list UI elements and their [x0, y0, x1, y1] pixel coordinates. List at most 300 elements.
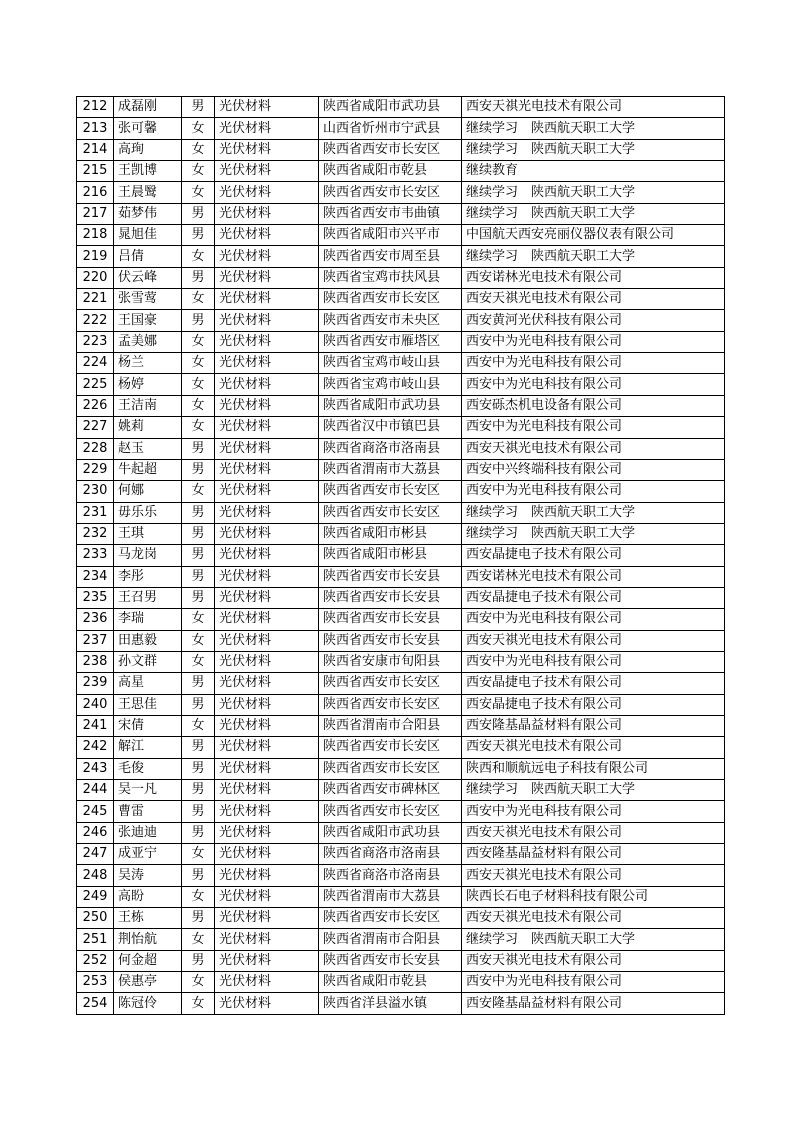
major-cell: 光伏材料: [215, 331, 319, 352]
hometown-cell: 陕西省西安市长安区: [319, 908, 462, 929]
student-name-cell: 王晨鹥: [114, 182, 182, 203]
row-number-cell: 219: [77, 246, 114, 267]
destination-cell: 西安天祺光电技术有限公司: [462, 97, 725, 118]
destination-cell: 西安晶捷电子技术有限公司: [462, 545, 725, 566]
hometown-cell: 陕西省安康市旬阳县: [319, 651, 462, 672]
destination-cell: 西安黄河光伏科技有限公司: [462, 310, 725, 331]
hometown-cell: 陕西省西安市长安区: [319, 758, 462, 779]
hometown-cell: 陕西省咸阳市乾县: [319, 161, 462, 182]
student-name-cell: 茹梦伟: [114, 203, 182, 224]
hometown-cell: 山西省忻州市宁武县: [319, 118, 462, 139]
destination-cell: 西安天祺光电技术有限公司: [462, 865, 725, 886]
hometown-cell: 陕西省西安市长安县: [319, 950, 462, 971]
destination-cell: 西安天祺光电技术有限公司: [462, 950, 725, 971]
gender-cell: 男: [182, 758, 215, 779]
row-number-cell: 244: [77, 780, 114, 801]
gender-cell: 女: [182, 246, 215, 267]
student-name-cell: 张可馨: [114, 118, 182, 139]
major-cell: 光伏材料: [215, 502, 319, 523]
student-name-cell: 高盼: [114, 886, 182, 907]
destination-cell: 继续学习 陕西航天职工大学: [462, 523, 725, 544]
destination-cell: 西安中为光电科技有限公司: [462, 651, 725, 672]
major-cell: 光伏材料: [215, 822, 319, 843]
major-cell: 光伏材料: [215, 545, 319, 566]
hometown-cell: 陕西省汉中市镇巴县: [319, 417, 462, 438]
hometown-cell: 陕西省西安市长安区: [319, 182, 462, 203]
gender-cell: 男: [182, 97, 215, 118]
hometown-cell: 陕西省商洛市洛南县: [319, 844, 462, 865]
table-row: [77, 886, 725, 907]
student-name-cell: 王栋: [114, 908, 182, 929]
student-name-cell: 牛起超: [114, 459, 182, 480]
row-number-cell: 214: [77, 139, 114, 160]
row-number-cell: 240: [77, 694, 114, 715]
table-row: [77, 118, 725, 139]
student-name-cell: 张迪迪: [114, 822, 182, 843]
student-name-cell: 吴一凡: [114, 780, 182, 801]
destination-cell: 西安天祺光电技术有限公司: [462, 289, 725, 310]
table-row: [77, 225, 725, 246]
row-number-cell: 224: [77, 353, 114, 374]
major-cell: 光伏材料: [215, 438, 319, 459]
row-number-cell: 232: [77, 523, 114, 544]
row-number-cell: 213: [77, 118, 114, 139]
table-row: [77, 587, 725, 608]
major-cell: 光伏材料: [215, 97, 319, 118]
hometown-cell: 陕西省宝鸡市岐山县: [319, 353, 462, 374]
student-name-cell: 高星: [114, 673, 182, 694]
table-row: [77, 673, 725, 694]
destination-cell: 西安隆基晶益材料有限公司: [462, 844, 725, 865]
row-number-cell: 235: [77, 587, 114, 608]
major-cell: 光伏材料: [215, 844, 319, 865]
gender-cell: 男: [182, 908, 215, 929]
table-row: [77, 566, 725, 587]
table-row: [77, 801, 725, 822]
hometown-cell: 陕西省西安市长安区: [319, 481, 462, 502]
destination-cell: 继续学习 陕西航天职工大学: [462, 246, 725, 267]
row-number-cell: 246: [77, 822, 114, 843]
table-row: [77, 908, 725, 929]
table-row: [77, 737, 725, 758]
gender-cell: 男: [182, 545, 215, 566]
major-cell: 光伏材料: [215, 950, 319, 971]
major-cell: 光伏材料: [215, 225, 319, 246]
destination-cell: 继续学习 陕西航天职工大学: [462, 118, 725, 139]
student-name-cell: 吴涛: [114, 865, 182, 886]
student-name-cell: 何娜: [114, 481, 182, 502]
destination-cell: 继续学习 陕西航天职工大学: [462, 929, 725, 950]
table-row: [77, 417, 725, 438]
gender-cell: 男: [182, 203, 215, 224]
table-row: [77, 481, 725, 502]
destination-cell: 西安中为光电科技有限公司: [462, 374, 725, 395]
gender-cell: 男: [182, 310, 215, 331]
student-name-cell: 王国豪: [114, 310, 182, 331]
row-number-cell: 222: [77, 310, 114, 331]
student-name-cell: 侯惠亭: [114, 972, 182, 993]
major-cell: 光伏材料: [215, 310, 319, 331]
row-number-cell: 252: [77, 950, 114, 971]
row-number-cell: 228: [77, 438, 114, 459]
student-name-cell: 李瑞: [114, 609, 182, 630]
table-row: [77, 139, 725, 160]
row-number-cell: 216: [77, 182, 114, 203]
gender-cell: 女: [182, 395, 215, 416]
major-cell: 光伏材料: [215, 566, 319, 587]
table-row: [77, 459, 725, 480]
gender-cell: 男: [182, 950, 215, 971]
destination-cell: 西安天祺光电技术有限公司: [462, 438, 725, 459]
row-number-cell: 245: [77, 801, 114, 822]
gender-cell: 男: [182, 566, 215, 587]
gender-cell: 女: [182, 161, 215, 182]
gender-cell: 男: [182, 523, 215, 544]
hometown-cell: 陕西省西安市未央区: [319, 310, 462, 331]
hometown-cell: 陕西省洋县溢水镇: [319, 993, 462, 1014]
row-number-cell: 218: [77, 225, 114, 246]
row-number-cell: 253: [77, 972, 114, 993]
table-row: [77, 182, 725, 203]
gender-cell: 男: [182, 225, 215, 246]
student-name-cell: 成磊刚: [114, 97, 182, 118]
major-cell: 光伏材料: [215, 908, 319, 929]
major-cell: 光伏材料: [215, 481, 319, 502]
destination-cell: 西安天祺光电技术有限公司: [462, 630, 725, 651]
hometown-cell: 陕西省西安市长安区: [319, 289, 462, 310]
gender-cell: 男: [182, 459, 215, 480]
hometown-cell: 陕西省西安市长安县: [319, 587, 462, 608]
destination-cell: 西安隆基晶益材料有限公司: [462, 715, 725, 736]
destination-cell: 西安中为光电科技有限公司: [462, 331, 725, 352]
destination-cell: 西安中为光电科技有限公司: [462, 801, 725, 822]
gender-cell: 女: [182, 139, 215, 160]
student-name-cell: 荆怡航: [114, 929, 182, 950]
student-name-cell: 成亚宁: [114, 844, 182, 865]
gender-cell: 女: [182, 353, 215, 374]
major-cell: 光伏材料: [215, 139, 319, 160]
row-number-cell: 217: [77, 203, 114, 224]
destination-cell: 西安中为光电科技有限公司: [462, 481, 725, 502]
student-name-cell: 王思佳: [114, 694, 182, 715]
major-cell: 光伏材料: [215, 182, 319, 203]
table-row: [77, 694, 725, 715]
student-name-cell: 李彤: [114, 566, 182, 587]
table-row: [77, 438, 725, 459]
destination-cell: 继续学习 陕西航天职工大学: [462, 139, 725, 160]
row-number-cell: 229: [77, 459, 114, 480]
major-cell: 光伏材料: [215, 673, 319, 694]
destination-cell: 西安晶捷电子技术有限公司: [462, 587, 725, 608]
destination-cell: 西安晶捷电子技术有限公司: [462, 694, 725, 715]
row-number-cell: 220: [77, 267, 114, 288]
row-number-cell: 249: [77, 886, 114, 907]
gender-cell: 男: [182, 737, 215, 758]
major-cell: 光伏材料: [215, 780, 319, 801]
table-row: [77, 395, 725, 416]
table-row: [77, 545, 725, 566]
gender-cell: 女: [182, 182, 215, 203]
major-cell: 光伏材料: [215, 161, 319, 182]
student-name-cell: 毋乐乐: [114, 502, 182, 523]
hometown-cell: 陕西省咸阳市武功县: [319, 97, 462, 118]
destination-cell: 陕西和顺航远电子科技有限公司: [462, 758, 725, 779]
student-name-cell: 田惠毅: [114, 630, 182, 651]
student-name-cell: 伏云峰: [114, 267, 182, 288]
hometown-cell: 陕西省宝鸡市岐山县: [319, 374, 462, 395]
hometown-cell: 陕西省西安市韦曲镇: [319, 203, 462, 224]
student-name-cell: 王召男: [114, 587, 182, 608]
row-number-cell: 234: [77, 566, 114, 587]
major-cell: 光伏材料: [215, 523, 319, 544]
gender-cell: 女: [182, 929, 215, 950]
hometown-cell: 陕西省西安市长安区: [319, 139, 462, 160]
destination-cell: 继续教育: [462, 161, 725, 182]
major-cell: 光伏材料: [215, 993, 319, 1014]
destination-cell: 西安中兴终端科技有限公司: [462, 459, 725, 480]
student-name-cell: 毛俊: [114, 758, 182, 779]
major-cell: 光伏材料: [215, 758, 319, 779]
hometown-cell: 陕西省西安市长安县: [319, 630, 462, 651]
hometown-cell: 陕西省咸阳市乾县: [319, 972, 462, 993]
row-number-cell: 241: [77, 715, 114, 736]
destination-cell: 西安天祺光电技术有限公司: [462, 908, 725, 929]
table-row: [77, 972, 725, 993]
row-number-cell: 238: [77, 651, 114, 672]
destination-cell: 西安晶捷电子技术有限公司: [462, 673, 725, 694]
row-number-cell: 239: [77, 673, 114, 694]
table-row: [77, 502, 725, 523]
gender-cell: 女: [182, 481, 215, 502]
hometown-cell: 陕西省西安市碑林区: [319, 780, 462, 801]
row-number-cell: 254: [77, 993, 114, 1014]
table-row: [77, 161, 725, 182]
destination-cell: 陕西长石电子材料科技有限公司: [462, 886, 725, 907]
gender-cell: 女: [182, 374, 215, 395]
major-cell: 光伏材料: [215, 886, 319, 907]
row-number-cell: 215: [77, 161, 114, 182]
gender-cell: 男: [182, 502, 215, 523]
gender-cell: 女: [182, 417, 215, 438]
hometown-cell: 陕西省商洛市洛南县: [319, 438, 462, 459]
hometown-cell: 陕西省咸阳市彬县: [319, 545, 462, 566]
roster-table: [76, 96, 725, 1015]
destination-cell: 西安诺林光电技术有限公司: [462, 566, 725, 587]
table-row: [77, 929, 725, 950]
major-cell: 光伏材料: [215, 651, 319, 672]
hometown-cell: 陕西省西安市长安县: [319, 566, 462, 587]
table-row: [77, 758, 725, 779]
student-name-cell: 王琪: [114, 523, 182, 544]
major-cell: 光伏材料: [215, 694, 319, 715]
gender-cell: 男: [182, 673, 215, 694]
gender-cell: 女: [182, 844, 215, 865]
table-row: [77, 353, 725, 374]
student-name-cell: 孟美娜: [114, 331, 182, 352]
major-cell: 光伏材料: [215, 630, 319, 651]
table-row: [77, 310, 725, 331]
hometown-cell: 陕西省渭南市大荔县: [319, 886, 462, 907]
row-number-cell: 212: [77, 97, 114, 118]
student-name-cell: 王洁南: [114, 395, 182, 416]
destination-cell: 西安诺林光电技术有限公司: [462, 267, 725, 288]
gender-cell: 男: [182, 587, 215, 608]
table-row: [77, 780, 725, 801]
table-row: [77, 993, 725, 1014]
table-row: [77, 97, 725, 118]
gender-cell: 女: [182, 651, 215, 672]
major-cell: 光伏材料: [215, 737, 319, 758]
row-number-cell: 225: [77, 374, 114, 395]
major-cell: 光伏材料: [215, 374, 319, 395]
table-row: [77, 844, 725, 865]
gender-cell: 女: [182, 609, 215, 630]
table-row: [77, 950, 725, 971]
major-cell: 光伏材料: [215, 459, 319, 480]
row-number-cell: 227: [77, 417, 114, 438]
row-number-cell: 248: [77, 865, 114, 886]
row-number-cell: 237: [77, 630, 114, 651]
destination-cell: 西安砾杰机电设备有限公司: [462, 395, 725, 416]
student-name-cell: 高珣: [114, 139, 182, 160]
student-name-cell: 何金超: [114, 950, 182, 971]
major-cell: 光伏材料: [215, 865, 319, 886]
destination-cell: 中国航天西安亮丽仪器仪表有限公司: [462, 225, 725, 246]
row-number-cell: 231: [77, 502, 114, 523]
table-row: [77, 651, 725, 672]
hometown-cell: 陕西省西安市长安区: [319, 673, 462, 694]
table-row: [77, 203, 725, 224]
destination-cell: 西安隆基晶益材料有限公司: [462, 993, 725, 1014]
student-name-cell: 杨婷: [114, 374, 182, 395]
major-cell: 光伏材料: [215, 395, 319, 416]
row-number-cell: 230: [77, 481, 114, 502]
student-name-cell: 张雪莺: [114, 289, 182, 310]
destination-cell: 西安天祺光电技术有限公司: [462, 822, 725, 843]
row-number-cell: 221: [77, 289, 114, 310]
destination-cell: 西安中为光电科技有限公司: [462, 353, 725, 374]
table-row: [77, 246, 725, 267]
major-cell: 光伏材料: [215, 203, 319, 224]
gender-cell: 男: [182, 694, 215, 715]
gender-cell: 女: [182, 289, 215, 310]
table-row: [77, 523, 725, 544]
row-number-cell: 251: [77, 929, 114, 950]
table-row: [77, 331, 725, 352]
student-name-cell: 吕倩: [114, 246, 182, 267]
hometown-cell: 陕西省西安市长安区: [319, 694, 462, 715]
student-name-cell: 赵玉: [114, 438, 182, 459]
destination-cell: 西安中为光电科技有限公司: [462, 417, 725, 438]
major-cell: 光伏材料: [215, 118, 319, 139]
destination-cell: 西安中为光电科技有限公司: [462, 609, 725, 630]
table-row: [77, 609, 725, 630]
student-name-cell: 杨兰: [114, 353, 182, 374]
gender-cell: 女: [182, 715, 215, 736]
gender-cell: 女: [182, 118, 215, 139]
major-cell: 光伏材料: [215, 267, 319, 288]
table-row: [77, 822, 725, 843]
major-cell: 光伏材料: [215, 929, 319, 950]
gender-cell: 男: [182, 865, 215, 886]
gender-cell: 男: [182, 822, 215, 843]
table-row: [77, 289, 725, 310]
row-number-cell: 223: [77, 331, 114, 352]
roster-body: [77, 97, 725, 1015]
hometown-cell: 陕西省咸阳市武功县: [319, 395, 462, 416]
table-row: [77, 267, 725, 288]
student-name-cell: 马龙岗: [114, 545, 182, 566]
gender-cell: 女: [182, 331, 215, 352]
student-name-cell: 陈冠伶: [114, 993, 182, 1014]
major-cell: 光伏材料: [215, 353, 319, 374]
row-number-cell: 236: [77, 609, 114, 630]
major-cell: 光伏材料: [215, 801, 319, 822]
gender-cell: 男: [182, 801, 215, 822]
row-number-cell: 226: [77, 395, 114, 416]
major-cell: 光伏材料: [215, 417, 319, 438]
major-cell: 光伏材料: [215, 587, 319, 608]
hometown-cell: 陕西省西安市周至县: [319, 246, 462, 267]
row-number-cell: 247: [77, 844, 114, 865]
destination-cell: 西安中为光电科技有限公司: [462, 972, 725, 993]
student-name-cell: 晁旭佳: [114, 225, 182, 246]
student-name-cell: 王凯博: [114, 161, 182, 182]
student-name-cell: 曹雷: [114, 801, 182, 822]
hometown-cell: 陕西省渭南市合阳县: [319, 929, 462, 950]
hometown-cell: 陕西省渭南市合阳县: [319, 715, 462, 736]
table-row: [77, 374, 725, 395]
major-cell: 光伏材料: [215, 289, 319, 310]
gender-cell: 女: [182, 886, 215, 907]
gender-cell: 男: [182, 267, 215, 288]
major-cell: 光伏材料: [215, 246, 319, 267]
row-number-cell: 233: [77, 545, 114, 566]
major-cell: 光伏材料: [215, 972, 319, 993]
student-name-cell: 姚莉: [114, 417, 182, 438]
hometown-cell: 陕西省咸阳市彬县: [319, 523, 462, 544]
gender-cell: 男: [182, 780, 215, 801]
destination-cell: 继续学习 陕西航天职工大学: [462, 203, 725, 224]
destination-cell: 继续学习 陕西航天职工大学: [462, 780, 725, 801]
row-number-cell: 250: [77, 908, 114, 929]
hometown-cell: 陕西省西安市雁塔区: [319, 331, 462, 352]
table-row: [77, 865, 725, 886]
destination-cell: 继续学习 陕西航天职工大学: [462, 502, 725, 523]
destination-cell: 继续学习 陕西航天职工大学: [462, 182, 725, 203]
hometown-cell: 陕西省渭南市大荔县: [319, 459, 462, 480]
gender-cell: 男: [182, 438, 215, 459]
row-number-cell: 242: [77, 737, 114, 758]
hometown-cell: 陕西省宝鸡市扶风县: [319, 267, 462, 288]
table-row: [77, 715, 725, 736]
hometown-cell: 陕西省商洛市洛南县: [319, 865, 462, 886]
hometown-cell: 陕西省咸阳市兴平市: [319, 225, 462, 246]
major-cell: 光伏材料: [215, 609, 319, 630]
destination-cell: 西安天祺光电技术有限公司: [462, 737, 725, 758]
hometown-cell: 陕西省西安市长安区: [319, 502, 462, 523]
hometown-cell: 陕西省西安市长安县: [319, 609, 462, 630]
student-name-cell: 孙文群: [114, 651, 182, 672]
major-cell: 光伏材料: [215, 715, 319, 736]
hometown-cell: 陕西省咸阳市武功县: [319, 822, 462, 843]
gender-cell: 女: [182, 630, 215, 651]
table-row: [77, 630, 725, 651]
gender-cell: 女: [182, 993, 215, 1014]
hometown-cell: 陕西省西安市长安区: [319, 801, 462, 822]
student-name-cell: 解江: [114, 737, 182, 758]
hometown-cell: 陕西省西安市长安区: [319, 737, 462, 758]
